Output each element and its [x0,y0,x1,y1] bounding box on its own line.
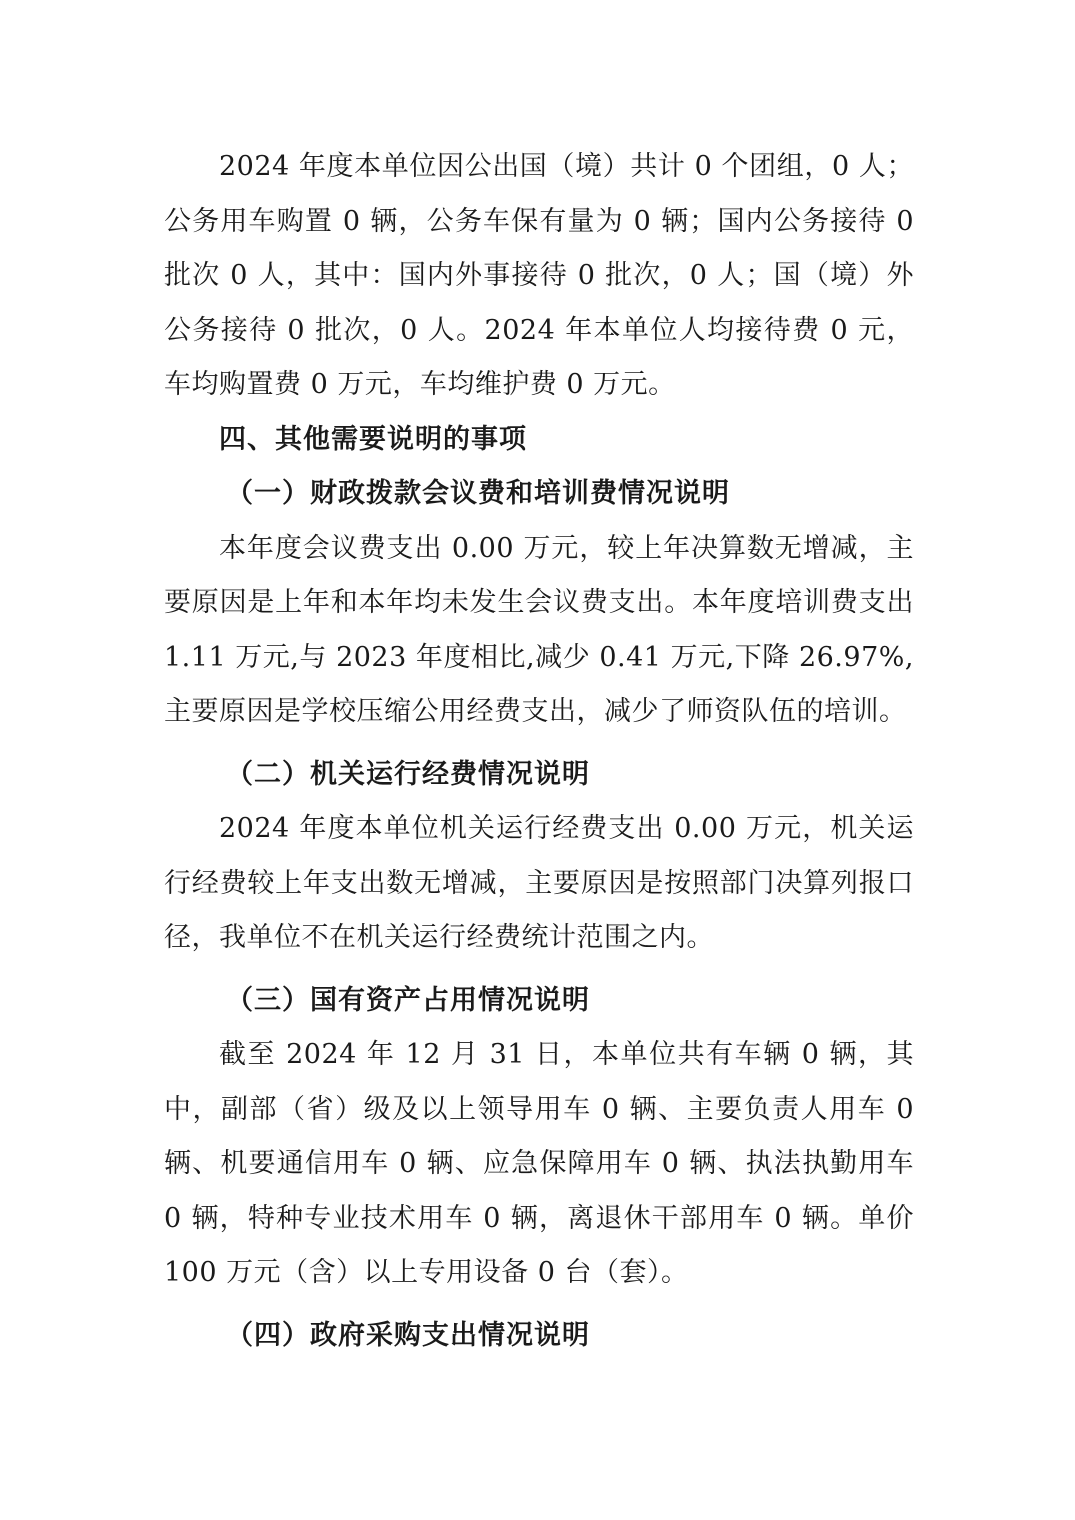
paragraph-meeting-training-fees: 本年度会议费支出 0.00 万元，较上年决算数无增减，主要原因是上年和本年均未发生会议费支出。本年度培训费支出 1.11 万元,与 2023 年度相比,减少 0.41 万元,下降 26.97%,主要原因是学校压缩公用经费支出，减少了师资队伍的培训。 [164,532,914,727]
paragraph-operating-expenses: 2024 年度本单位机关运行经费支出 0.00 万元，机关运行经费较上年支出数无增减，主要原因是按照部门决算列报口径，我单位不在机关运行经费统计范围之内。 [164,813,914,953]
document-page [164,140,914,1363]
subheading-government-procurement: （四）政府采购支出情况说明 [226,1319,590,1351]
subheading-meeting-training-fees: （一）财政拨款会议费和培训费情况说明 [226,478,730,509]
section-heading-other-matters: 四、其他需要说明的事项 [219,423,527,455]
subheading-operating-expenses: （二）机关运行经费情况说明 [226,758,590,790]
paragraph-state-assets: 截至 2024 年 12 月 31 日，本单位共有车辆 0 辆，其中，副部（省）级及以上领导用车 0 辆、主要负责人用车 0 辆、机要通信用车 0 辆、应急保障用车 0 辆、执法执勤用车 0 辆，特种专业技术用车 0 辆，离退休干部用车 0 辆。单价 100 万元（含）以上专用设备 0 台（套）。 [164,1039,914,1288]
subheading-state-assets: （三）国有资产占用情况说明 [226,984,590,1016]
paragraph-overseas-vehicles-reception: 2024 年度本单位因公出国（境）共计 0 个团组，0 人；公务用车购置 0 辆，公务车保有量为 0 辆；国内公务接待 0 批次 0 人，其中：国内外事接待 0 批次，0 人；国（境）外公务接待 0 批次，0 人。2024 年本单位人均接待费 0 元，车均购置费 0 万元，车均维护费 0 万元。 [164,151,914,400]
